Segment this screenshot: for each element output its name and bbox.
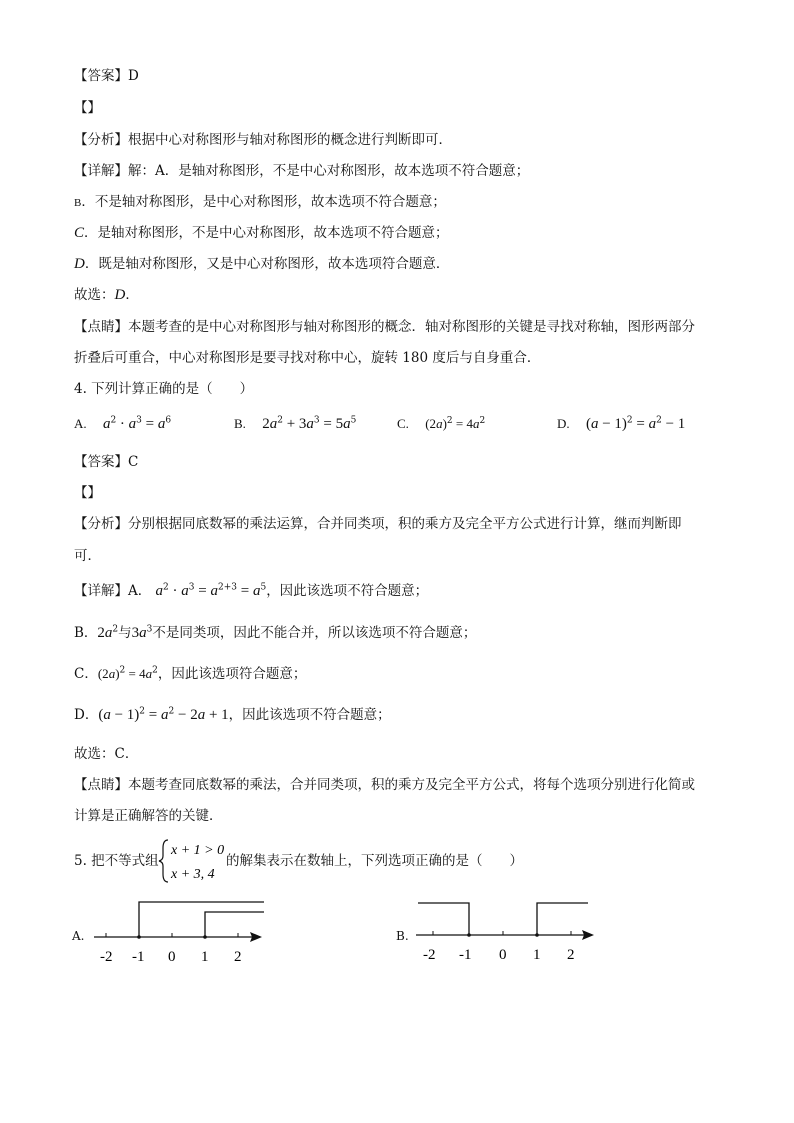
- detail-d-letter: D: [74, 256, 85, 272]
- comment-tag: 【点睛】: [74, 319, 128, 335]
- q3-answer-line: [74, 67, 139, 85]
- detail-b-text: ．不是轴对称图形，是中心对称图形，故本选项不符合题意；: [81, 194, 446, 210]
- comment-tag: 【点睛】: [74, 777, 128, 793]
- tick-label: -1: [132, 949, 145, 965]
- q4-detail-line-a: [74, 582, 428, 600]
- comment-text-1: 本题考查同底数幂的乘法，合并同类项，积的乘方及完全平方公式，将每个选项分别进行化简或: [128, 777, 695, 793]
- inequality-2: x + 3, 4: [171, 867, 215, 882]
- q4-option-d: [557, 413, 685, 435]
- option-a-label: A.: [74, 416, 87, 431]
- q5-inequality-system: [158, 836, 228, 886]
- option-d-formula: $(a - 1)^2 = a^2 - 1$: [585, 415, 686, 432]
- tick-label: 2: [567, 947, 575, 963]
- answer-tag: 【答案】: [74, 68, 128, 84]
- q4-option-c: [397, 413, 485, 435]
- q3-analysis-line: [74, 131, 452, 149]
- detail-d-text: ．既是轴对称图形，又是中心对称图形，故本选项符合题意．: [84, 256, 450, 272]
- option-d-label: D.: [557, 416, 570, 431]
- detail-c-letter: C: [74, 225, 85, 241]
- inequality-1: x + 1 > 0: [171, 843, 225, 858]
- option-b-label: B.: [234, 416, 246, 431]
- option-c-formula: $(2a)^2 = 4a^2$: [425, 416, 486, 431]
- q4-detail-line-c: C．$(2a)^2 = 4a^2$，因此该选项符合题意；: [74, 665, 307, 682]
- q4-option-b: [234, 413, 356, 435]
- detail-c-prefix: C．: [74, 666, 98, 682]
- q4-answer-line: [74, 453, 138, 471]
- q5-stem-suffix: 的解集表示在数轴上，下列选项正确的是（ ）: [226, 853, 523, 869]
- analysis-text-1: 分别根据同底数幂的乘法运算，合并同类项，积的乘方及完全平方公式进行计算，继而判断即: [128, 516, 682, 532]
- detail-c-suffix: ，因此该选项符合题意；: [157, 666, 307, 682]
- left-brace: [159, 840, 168, 882]
- detail-a-suffix: ，因此该选项不符合题意；: [266, 583, 429, 599]
- tick-label: 1: [201, 949, 209, 965]
- answer-value: C: [128, 454, 139, 470]
- tick-label: 2: [234, 949, 242, 965]
- q3-detail-line-c: [74, 224, 449, 242]
- choose-suffix: ．: [125, 287, 139, 303]
- option-c-label: C.: [397, 416, 409, 431]
- q3-detail-line-b: [74, 193, 446, 212]
- option-a-formula: $a^2 \cdot a^3 = a^6$: [102, 415, 172, 432]
- q5-stem-prefix: 5. 把不等式组: [74, 853, 159, 869]
- q4-detail-line-b: B．$2a^2$与$3a^3$不是同类项，因此不能合并，所以该选项不符合题意；: [74, 624, 477, 641]
- q3-blank-tag: 【】: [74, 100, 101, 116]
- detail-b-mid: 与: [118, 625, 132, 641]
- q3-detail-line-a: [74, 162, 529, 180]
- q3-comment-line2: 折叠后可重合，中心对称图形是要寻找对称中心，旋转 180 度后与自身重合．: [74, 350, 541, 366]
- q4-comment-line1: [74, 776, 695, 794]
- detail-c-text: ．是轴对称图形，不是中心对称图形，故本选项不符合题意；: [84, 225, 449, 241]
- q4-stem: 4. 下列计算正确的是（ ）: [74, 381, 254, 397]
- tick-label: 0: [168, 949, 176, 965]
- detail-d-suffix: ，因此该选项不符合题意；: [228, 707, 391, 723]
- analysis-tag: 【分析】: [74, 132, 128, 148]
- detail-a-prefix: A．: [128, 583, 152, 599]
- detail-tag: 【详解】: [74, 163, 128, 179]
- tick-label: -1: [459, 947, 472, 963]
- detail-a-formula: $a^2 \cdot a^3 = a^{2+3} = a^5$: [155, 582, 267, 599]
- detail-tag: 【详解】: [74, 583, 128, 599]
- q5-option-b-number-line: [412, 895, 602, 967]
- analysis-text: 根据中心对称图形与轴对称图形的概念进行判断即可．: [128, 132, 452, 148]
- solution-bracket-lower: [205, 912, 264, 937]
- tick-label: -2: [100, 949, 113, 965]
- analysis-tag: 【分析】: [74, 516, 128, 532]
- q5-option-a-label: A.: [72, 929, 85, 943]
- q4-comment-line2: 计算是正确解答的关键．: [74, 808, 223, 824]
- q3-detail-line-d: [74, 255, 449, 273]
- tick-label: 0: [499, 947, 507, 963]
- q4-blank-tag: 【】: [74, 485, 101, 501]
- detail-d-prefix: D．: [74, 707, 99, 723]
- answer-tag: 【答案】: [74, 454, 128, 470]
- detail-b-letter: B: [74, 197, 82, 209]
- comment-text-1: 本题考查的是中心对称图形与轴对称图形的概念．轴对称图形的关键是寻找对称轴，图形两部分: [128, 319, 695, 335]
- detail-b-suffix: 不是同类项，因此不能合并，所以该选项不符合题意；: [152, 625, 477, 641]
- q4-option-a: [74, 413, 171, 435]
- choose-prefix: 故选：: [74, 287, 115, 303]
- tick-label: -2: [423, 947, 436, 963]
- q5-option-b-label: B.: [396, 929, 409, 943]
- tick-label: 1: [533, 947, 541, 963]
- answer-value: D: [128, 68, 139, 84]
- detail-b-prefix: B．: [74, 625, 98, 641]
- q4-choose-line: 故选：C．: [74, 746, 139, 762]
- q3-choose-line: [74, 286, 139, 304]
- solution-bracket-right: [537, 903, 588, 935]
- detail-a-text: 解：A．是轴对称图形，不是中心对称图形，故本选项不符合题意；: [128, 163, 530, 179]
- q4-analysis-line1: [74, 515, 682, 533]
- q3-comment-line1: [74, 318, 695, 336]
- solution-bracket-left: [418, 903, 469, 935]
- q4-analysis-line2: 可．: [74, 548, 101, 564]
- choose-letter: D: [114, 287, 126, 303]
- q5-option-a-number-line: [88, 895, 268, 967]
- solution-bracket-upper: [139, 902, 264, 937]
- q4-detail-line-d: D．$(a - 1)^2 = a^2 - 2a + 1$，因此该选项不符合题意；: [74, 706, 391, 723]
- option-b-formula: $2a^2 + 3a^3 = 5a^5$: [262, 415, 357, 432]
